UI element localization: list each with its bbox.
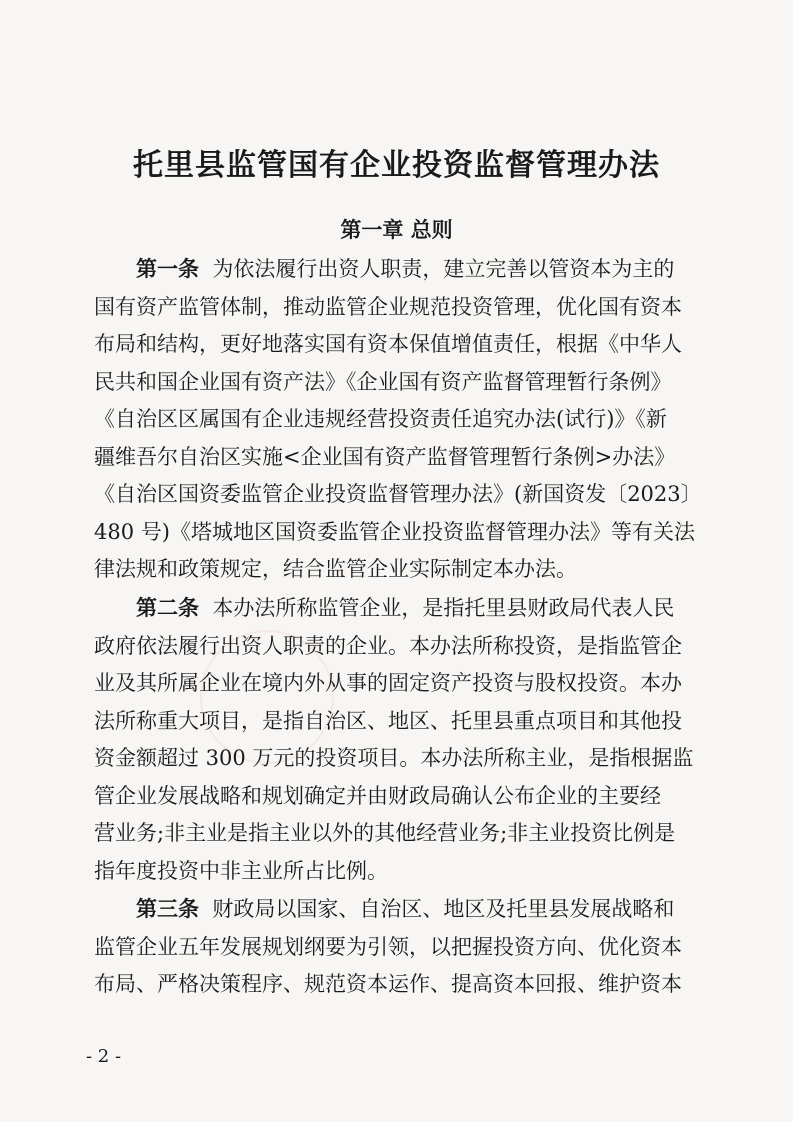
article-line: 指年度投资中非主业所占比例。 [94, 858, 388, 883]
article-line: 资金额超过 300 万元的投资项目。本办法所称主业，是指根据监 [94, 746, 694, 770]
article-line: 《自治区国资委监管企业投资监督管理办法》(新国资发〔2023〕 [94, 482, 702, 506]
article-line: 政府依法履行出资人职责的企业。本办法所称投资，是指监管企 [94, 633, 682, 658]
article-line: 管企业发展战略和规划确定并由财政局确认公布企业的主要经 [94, 783, 661, 808]
article-line: 律法规和政策规定，结合监管企业实际制定本办法。 [94, 557, 577, 581]
article-line: 营业务;非主业是指主业以外的其他经营业务;非主业投资比例是 [94, 821, 676, 845]
article-text: 为依法履行出资人职责，建立完善以管资本为主的 [212, 257, 675, 281]
article-line: 布局、严格决策程序、规范资本运作、提高资本回报、维护资本 [94, 972, 682, 996]
article-label: 第三条 [136, 897, 199, 921]
article-text: 本办法所称监管企业，是指托里县财政局代表人民 [212, 596, 675, 620]
article-line: 480 号)《塔城地区国资委监管企业投资监督管理办法》等有关法 [94, 519, 695, 544]
article-line: 国有资产监管体制，推动监管企业规范投资管理，优化国有资本 [94, 294, 682, 319]
article-line [94, 590, 702, 628]
article-line: 疆维吾尔自治区实施<企业国有资产监督管理暂行条例>办法》 [94, 444, 676, 469]
article-line: 业及其所属企业在境内外从事的固定资产投资与股权投资。本办 [94, 671, 682, 695]
article-1 [94, 251, 702, 589]
article-line: 监管企业五年发展规划纲要为引领，以把握投资方向、优化资本 [94, 934, 682, 959]
page-number: - 2 - [86, 1046, 122, 1067]
article-line: 法所称重大项目，是指自治区、地区、托里县重点项目和其他投 [94, 708, 682, 733]
article-text: 财政局以国家、自治区、地区及托里县发展战略和 [212, 897, 675, 921]
article-line [94, 891, 702, 929]
article-3 [94, 891, 702, 1004]
article-label: 第一条 [136, 257, 199, 281]
chapter-heading: 第一章 总则 [340, 218, 453, 242]
article-label: 第二条 [136, 596, 199, 620]
article-line: 布局和结构，更好地落实国有资本保值增值责任，根据《中华人 [94, 332, 682, 356]
document-title: 托里县监管国有企业投资监督管理办法 [133, 148, 660, 183]
article-2 [94, 590, 702, 890]
article-line: 民共和国企业国有资产法》《企业国有资产监督管理暂行条例》 [94, 369, 672, 394]
article-line [94, 251, 702, 289]
article-line: 《自治区区属国有企业违规经营投资责任追究办法(试行)》《新 [94, 407, 667, 431]
